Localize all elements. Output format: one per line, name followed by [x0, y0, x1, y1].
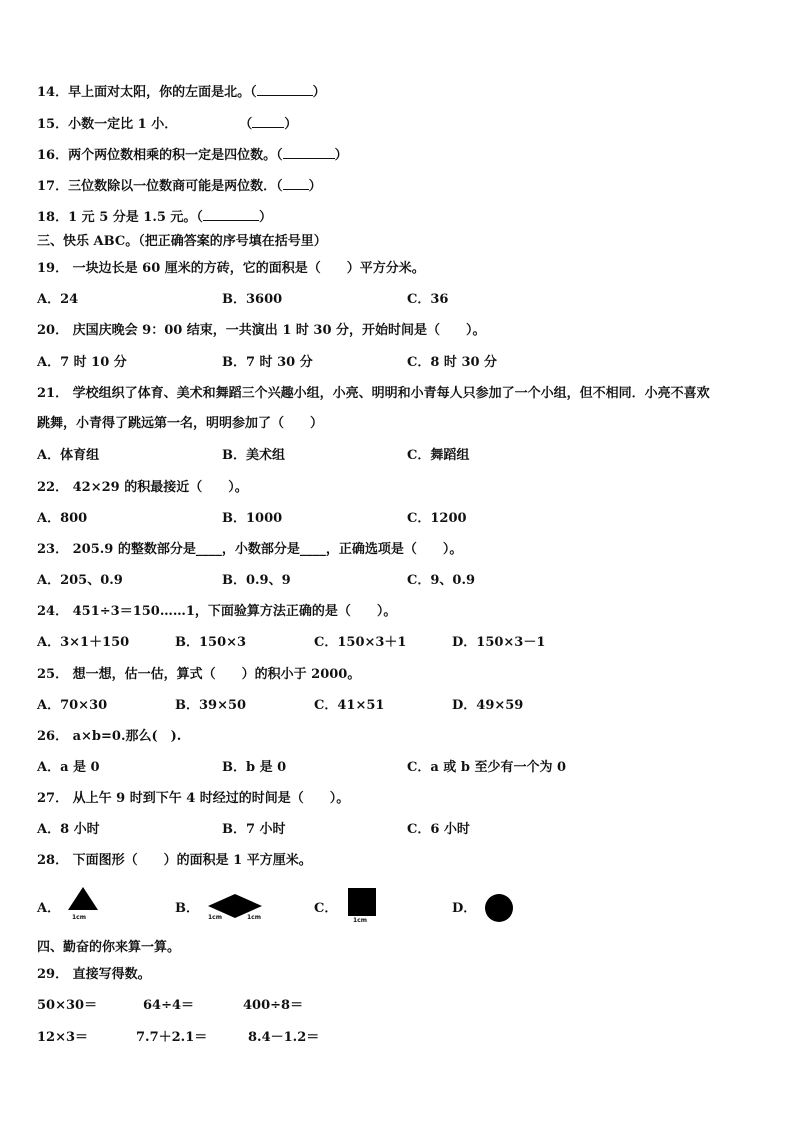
question-26: 26． a×b=0.那么( ). — [37, 729, 182, 744]
unit-label: 1cm — [353, 917, 367, 924]
section-title-4: 四、勤奋的你来算一算。 — [37, 940, 181, 955]
unit-label: 1cm — [208, 914, 222, 921]
question-29: 29． 直接写得数。 — [37, 967, 151, 982]
calc-item: 7.7＋2.1＝ — [136, 1030, 208, 1045]
question-24: 24． 451÷3＝150……1，下面验算方法正确的是（ ）。 — [37, 604, 397, 619]
option-b[interactable]: B．美术组 — [222, 448, 285, 463]
option-c[interactable]: C．36 — [407, 292, 449, 307]
question-18: 18．1 元 5 分是 1.5 元。（ ） — [37, 210, 272, 225]
option-a[interactable]: A．8 小时 — [37, 822, 100, 837]
answer-blank[interactable] — [252, 116, 284, 128]
option-c[interactable]: C．1200 — [407, 511, 467, 526]
option-b[interactable]: B．b 是 0 — [222, 760, 287, 775]
question-22: 22． 42×29 的积最接近（ ）。 — [37, 480, 248, 495]
option-a[interactable]: A．24 — [37, 292, 79, 307]
question-17: 17．三位数除以一位数商可能是两位数．（ ） — [37, 179, 322, 194]
question-27: 27． 从上午 9 时到下午 4 时经过的时间是（ ）。 — [37, 791, 350, 806]
circle-shape[interactable] — [484, 893, 514, 923]
option-b[interactable]: B．39×50 — [175, 698, 247, 713]
square-shape[interactable] — [347, 887, 377, 917]
option-c[interactable]: C．9、0.9 — [407, 573, 476, 588]
option-a[interactable]: A．800 — [37, 511, 88, 526]
calc-item: 12×3＝ — [37, 1030, 89, 1045]
option-a[interactable]: A． — [37, 901, 61, 916]
option-c[interactable]: C．6 小时 — [407, 822, 470, 837]
calc-item: 8.4－1.2＝ — [248, 1030, 320, 1045]
question-16: 16．两个两位数相乘的积一定是四位数。（ ） — [37, 148, 348, 163]
option-d[interactable]: D．49×59 — [452, 698, 524, 713]
answer-blank[interactable] — [203, 209, 259, 221]
option-c[interactable]: C．舞蹈组 — [407, 448, 470, 463]
unit-label: 1cm — [247, 914, 261, 921]
option-a[interactable]: A．7 时 10 分 — [37, 355, 127, 370]
answer-blank[interactable] — [283, 178, 309, 190]
calc-item: 400÷8＝ — [243, 998, 304, 1013]
option-b[interactable]: B．1000 — [222, 511, 283, 526]
question-21: 21． 学校组织了体育、美术和舞蹈三个兴趣小组，小亮、明明和小青每人只参加了一个小组，但不相同．小亮不喜欢 — [37, 386, 710, 401]
answer-blank[interactable] — [257, 84, 313, 96]
option-a[interactable]: A．205、0.9 — [37, 573, 123, 588]
question-14: 14．早上面对太阳，你的左面是北。（ ） — [37, 85, 326, 100]
option-b[interactable]: B．7 小时 — [222, 822, 286, 837]
option-c[interactable]: C．41×51 — [314, 698, 385, 713]
option-c[interactable]: C．8 时 30 分 — [407, 355, 498, 370]
question-23: 23． 205.9 的整数部分是____，小数部分是____，正确选项是（ ）。 — [37, 542, 463, 557]
option-b[interactable]: B．7 时 30 分 — [222, 355, 313, 370]
question-21-cont: 跳舞，小青得了跳远第一名，明明参加了（ ） — [37, 416, 324, 431]
unit-label: 1cm — [72, 914, 86, 921]
calc-item: 64÷4＝ — [143, 998, 195, 1013]
option-b[interactable]: B．3600 — [222, 292, 283, 307]
option-d[interactable]: D． — [452, 901, 477, 916]
question-15: 15．小数一定比 1 小． （ ） — [37, 117, 298, 132]
question-19: 19． 一块边长是 60 厘米的方砖，它的面积是（ ）平方分米。 — [37, 261, 425, 276]
option-c[interactable]: C． — [314, 901, 338, 916]
question-25: 25． 想一想，估一估，算式（ ）的积小于 2000。 — [37, 667, 361, 682]
option-c[interactable]: C．150×3＋1 — [314, 635, 407, 650]
question-20: 20． 庆国庆晚会 9：00 结束，一共演出 1 时 30 分，开始时间是（ ）。 — [37, 323, 486, 338]
option-b[interactable]: B．150×3 — [175, 635, 247, 650]
option-a[interactable]: A．3×1＋150 — [37, 635, 130, 650]
option-d[interactable]: D．150×3－1 — [452, 635, 546, 650]
option-a[interactable]: A．体育组 — [37, 448, 100, 463]
option-a[interactable]: A．a 是 0 — [37, 760, 100, 775]
option-c[interactable]: C．a 或 b 至少有一个为 0 — [407, 760, 567, 775]
option-b[interactable]: B．0.9、9 — [222, 573, 291, 588]
question-28: 28． 下面图形（ ）的面积是 1 平方厘米。 — [37, 853, 312, 868]
section-title-3: 三、快乐 ABC。（把正确答案的序号填在括号里） — [37, 234, 327, 249]
option-b[interactable]: B． — [175, 901, 199, 916]
calc-item: 50×30＝ — [37, 998, 98, 1013]
option-a[interactable]: A．70×30 — [37, 698, 108, 713]
triangle-shape[interactable] — [66, 886, 100, 912]
answer-blank[interactable] — [283, 147, 335, 159]
